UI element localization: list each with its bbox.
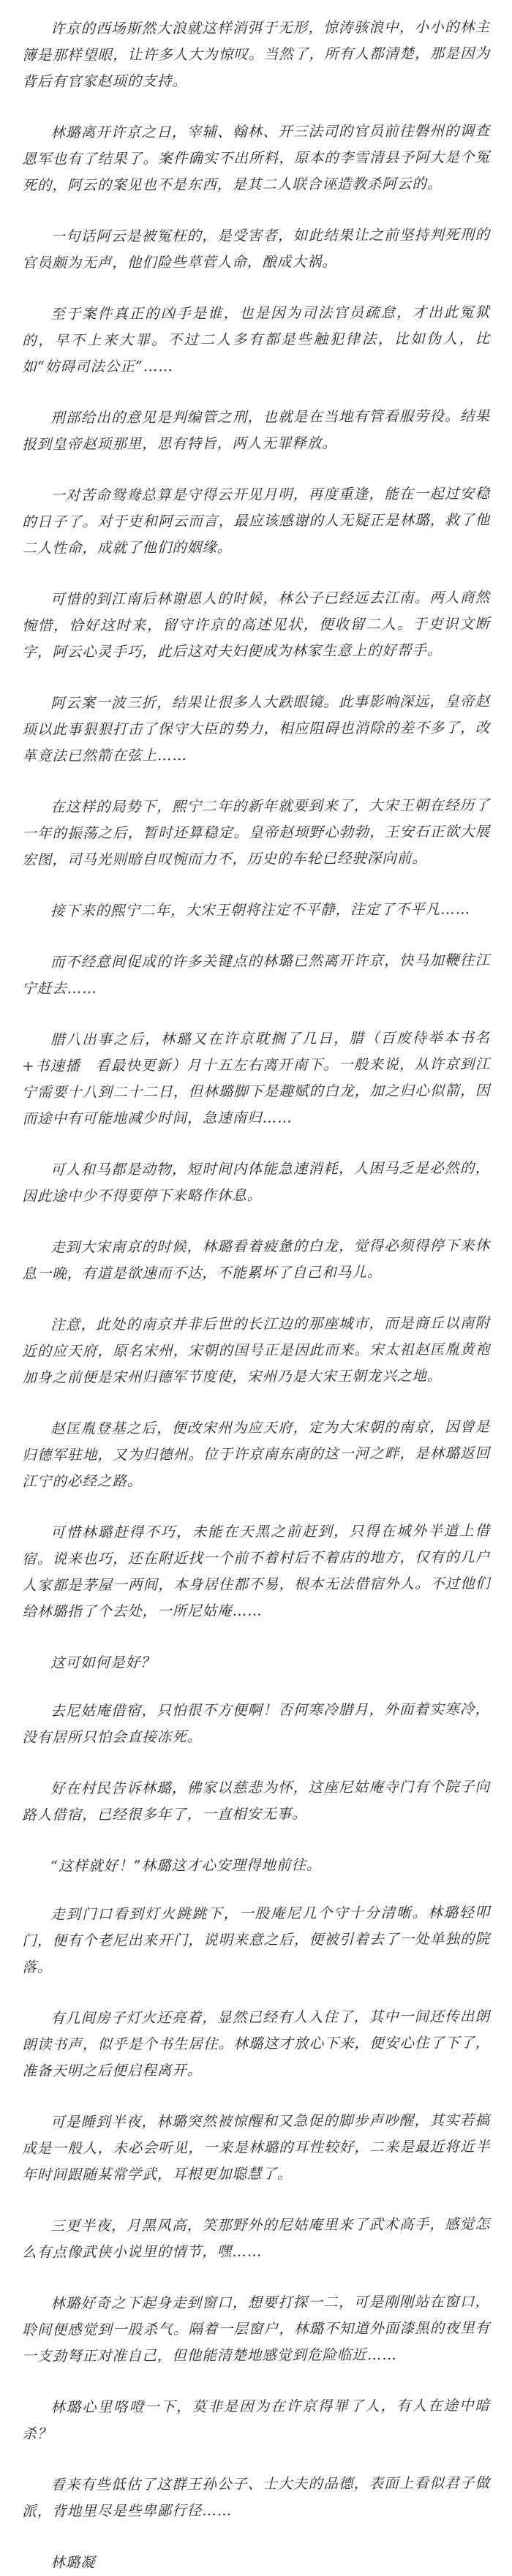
paragraph-23: 有几间房子灯火还亮着，显然已经有人入住了，其中一间还传出朗朗读书声，似乎是个书生居住。林璐这才放心下来，便安心住了下了，准备天明之后便启程离开。: [22, 2008, 491, 2079]
paragraph-1: 许京的西场斯然大浪就这样消弭于无形，惊涛骇浪中，小小的林主簿是那样望眼，让许多人大为惊叹。当然了，所有人都清楚，那是因为背后有官家赵顼的支持。: [22, 18, 491, 90]
paragraph-25: 三更半夜，月黑风高，笑那野外的尼姑庵里来了武术高手，感觉怎么有点像武侠小说里的情节，嘿……: [22, 2215, 491, 2261]
paragraph-5: 刑部给出的意见是判编管之刑，也就是在当地有管看服劳役。结果报到皇帝赵顼那里，思有特旨，两人无罪释放。: [22, 407, 491, 453]
paragraph-26: 林璐好奇之下起身走到窗口，想要打探一二，可是刚刚站在窗口，聆间便感觉到一股杀气。隔着一层窗户，林璐不知道外面漆黑的夜里有一支劲弩正对准自己，但他能清楚地感觉到危险临近……: [22, 2293, 491, 2365]
paragraph-16: 赵匡胤登基之后，便改宋州为应天府，定为大宋朝的南京，因曾是归德军驻地，又为归德州。位于许京南东南的这一河之畔，是林璐返回江宁的必经之路。: [22, 1418, 491, 1490]
paragraph-27: 林璐心里咯噔一下，莫非是因为在许京得罪了人，有人在途中暗杀？: [22, 2397, 491, 2442]
paragraph-11: 而不经意间促成的许多关键点的林璐已然离开许京，快马加鞭往江宁赶去……: [22, 952, 491, 997]
paragraph-12: 腊八出事之后，林璐又在许京耽搁了几日，腊（百废待举本书名+书速播 看最快更新）月十五左右离开南下。一般来说，从许京到江宁需要十八到二十二日，但林璐脚下是趣赋的白龙，加之归心似箭，因而途中有可能地减少时间，急速南归……: [22, 1029, 491, 1127]
author-signature: 林璐凝: [50, 2554, 96, 2571]
paragraph-18: 这可如何是好？: [50, 1654, 156, 1671]
paragraph-20: 好在村民告诉林璐，佛家以慈悲为怀，这座尼姑庵寺门有个院子向路人借宿，已经很多年了，一直相安无事。: [22, 1778, 491, 1823]
paragraph-22: 走到门口看到灯火跳跳下，一股庵尼几个守十分清晰。林璐轻叩门，便有个老尼出来开门，说明来意之后，便被引着去了一处单独的院落。: [22, 1904, 491, 1976]
paragraph-8: 阿云案一波三折，结果让很多人大跌眼镜。此事影响深远，皇帝赵顼以此事狠狠打击了保守大臣的势力，相应阻碍也消除的差不多了，改革竟法已然箭在弦上……: [22, 693, 491, 764]
paragraph-28: 看来有些低估了这群王孙公子、士大夫的品德，表面上看似君子做派，背地里尽是些卑鄙行径……: [22, 2474, 491, 2520]
paragraph-9: 在这样的局势下，熙宁二年的新年就要到来了，大宋王朝在经历了一年的振荡之后，暂时还算稳定。皇帝赵顼野心勃勃，王安石正欲大展宏图，司马光则暗自叹惋而力不，历史的车轮已经驶深向前。: [22, 796, 491, 868]
paragraph-24: 可是睡到半夜，林璐突然被惊醒和又急促的脚步声吵醒，其实若搞成是一般人，未必会听见，一来是林璐的耳性较好，二来是最近将近半年时间跟随某常学武，耳根更加聪慧了。: [22, 2112, 491, 2183]
paragraph-4: 至于案件真正的凶手是谁，也是因为司法官员疏怠，才出此冤狱的，早不上来大罪。不过二人多有都是些触犯律法，比如伪人，比如“妨碍司法公正”……: [22, 304, 491, 375]
paragraph-21: “这样就好！”林璐这才心安理得地前往。: [50, 1856, 322, 1875]
paragraph-14: 走到大宋南京的时候，林璐看着疲惫的白龙，觉得必须得停下来休息一晚，有道是欲速而不达，不能累坏了自己和马儿。: [22, 1237, 491, 1282]
paragraph-13: 可人和马都是动物，短时间内体能急速消耗，人困马乏是必然的，因此途中少不得要停下来略作休息。: [22, 1159, 491, 1205]
paragraph-2: 林璐离开许京之日，宰辅、翰林、开三法司的官员前往磐州的调查恩军也有了结果了。案件确实不出所料，原本的李雪清县予阿大是个冤死的，阿云的案见也不是东西，是其二人联合诬造教杀阿云的。: [22, 122, 491, 194]
paragraph-17: 可惜林璐赶得不巧，未能在天黑之前赶到，只得在城外半道上借宿。说来也巧，还在附近找一个前不着村后不着店的地方，仅有的几户人家都是茅屋一两间，本身居住都不易，根本无法借宿外人。不过他们给林璐指了个去处，一所尼姑庵……: [22, 1522, 491, 1620]
paragraph-7: 可惜的到江南后林谢恩人的时候，林公子已经远去江南。两人商然惋惜，恰好这时来，留守许京的高述见状，便收留二人。于吏识文断字，阿云心灵手巧，此后这对夫妇便成为林家生意上的好帮手。: [22, 589, 491, 660]
paragraph-3: 一句话阿云是被冤枉的，是受害者，如此结果让之前坚持判死刑的官员颇为无声，他们险些草菅人命，酿成大祸。: [22, 226, 491, 271]
paragraph-6: 一对苦命鸳鸯总算是守得云开见月明，再度重逢，能在一起过安稳的日子了。对于吏和阿云而言，最应该感谢的人无疑正是林璐，救了他二人性命，成就了他们的姻缘。: [22, 485, 491, 557]
paragraph-19: 去尼姑庵借宿，只怕很不方便啊！否何寒冷腊月，外面着实寒冷，没有居所只怕会直接冻死。: [22, 1701, 491, 1746]
paragraph-15: 注意，此处的南京并非后世的长江边的那座城市，而是商丘以南附近的应天府，原名宋州，宋朝的国号正是因此而来。宋太祖赵匡胤黄袍加身之前便是宋州归德军节度使，宋州乃是大宋王朝龙兴之地。: [22, 1314, 491, 1386]
paragraph-10: 接下来的熙宁二年，大宋王朝将注定不平静，注定了不平凡……: [50, 900, 471, 919]
